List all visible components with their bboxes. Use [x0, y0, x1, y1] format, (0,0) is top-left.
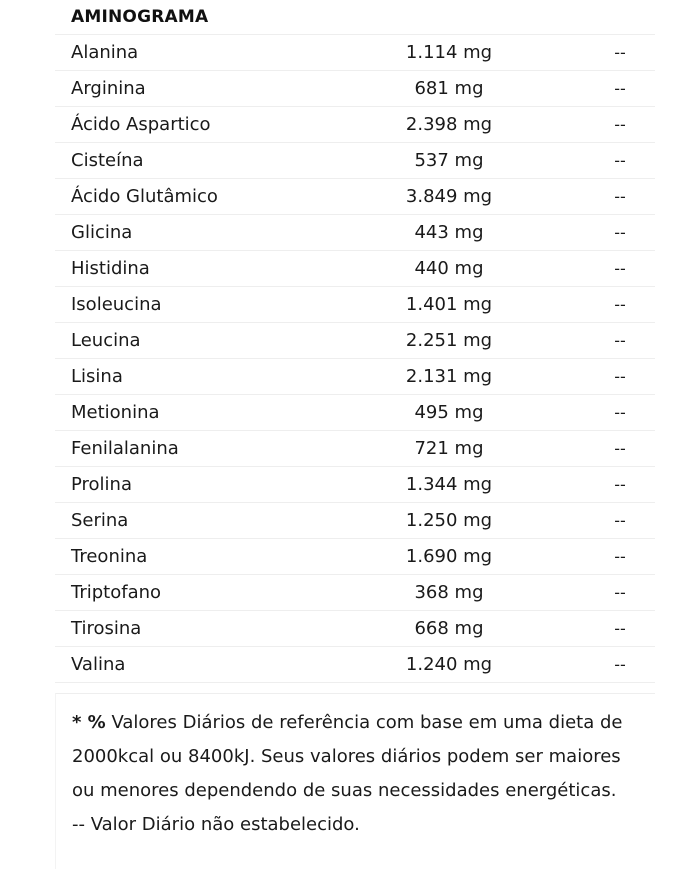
amino-acid-name: Tirosina: [71, 618, 142, 639]
amino-acid-name: Ácido Aspartico: [71, 114, 211, 135]
daily-value: --: [614, 439, 626, 458]
daily-value: --: [614, 367, 626, 386]
daily-value: --: [614, 259, 626, 278]
amino-acid-name: Lisina: [71, 366, 123, 387]
amino-acid-name: Cisteína: [71, 150, 144, 171]
amino-acid-amount: 1.240 mg: [405, 654, 493, 675]
daily-value: --: [614, 187, 626, 206]
daily-value: --: [614, 403, 626, 422]
table-row: [55, 503, 655, 539]
daily-value: --: [614, 115, 626, 134]
amino-acid-name: Alanina: [71, 42, 139, 63]
table-row: [55, 35, 655, 71]
daily-value: --: [614, 331, 626, 350]
amino-acid-amount: 668 mg: [414, 618, 484, 639]
daily-value: --: [614, 43, 626, 62]
daily-value: --: [614, 475, 626, 494]
table-row: [55, 539, 655, 575]
table-row: [55, 143, 655, 179]
table-row: [55, 467, 655, 503]
amino-acid-name: Treonina: [71, 546, 148, 567]
daily-value: --: [614, 223, 626, 242]
amino-acid-name: Triptofano: [71, 582, 162, 603]
amino-acid-amount: 1.250 mg: [405, 510, 493, 531]
amino-acid-amount: 1.401 mg: [405, 294, 493, 315]
amino-acid-name: Glicina: [71, 222, 133, 243]
amino-acid-name: Serina: [71, 510, 129, 531]
amino-acid-amount: 3.849 mg: [405, 186, 493, 207]
aminogram-table: [55, 0, 655, 683]
amino-acid-amount: 440 mg: [414, 258, 484, 279]
table-body: [55, 35, 655, 683]
table-row: [55, 215, 655, 251]
footnote-not-established: -- Valor Diário não estabelecido.: [72, 814, 360, 835]
amino-acid-name: Metionina: [71, 402, 160, 423]
amino-acid-name: Histidina: [71, 258, 150, 279]
footnote-reference: [72, 706, 639, 808]
amino-acid-amount: 1.344 mg: [405, 474, 493, 495]
daily-value: --: [614, 79, 626, 98]
amino-acid-name: Fenilalanina: [71, 438, 179, 459]
table-row: [55, 107, 655, 143]
amino-acid-name: Ácido Glutâmico: [71, 186, 218, 207]
table-title: AMINOGRAMA: [55, 0, 655, 35]
table-row: [55, 395, 655, 431]
amino-acid-amount: 443 mg: [414, 222, 484, 243]
amino-acid-amount: 368 mg: [414, 582, 484, 603]
footnote-box: [55, 693, 655, 869]
table-row: [55, 251, 655, 287]
amino-acid-name: Arginina: [71, 78, 146, 99]
table-row: [55, 359, 655, 395]
footnote-marker: * %: [72, 712, 106, 733]
amino-acid-name: Valina: [71, 654, 126, 675]
footnote-reference-text: Valores Diários de referência com base em uma dieta de 2000kcal ou 8400kJ. Seus valores diários podem ser maiores ou menores dependendo de suas necessidades energéticas.: [72, 712, 623, 801]
table-row: [55, 287, 655, 323]
table-row: [55, 611, 655, 647]
amino-acid-name: Prolina: [71, 474, 132, 495]
amino-acid-amount: 721 mg: [414, 438, 484, 459]
amino-acid-amount: 2.131 mg: [405, 366, 493, 387]
daily-value: --: [614, 511, 626, 530]
amino-acid-amount: 495 mg: [414, 402, 484, 423]
table-row: [55, 431, 655, 467]
daily-value: --: [614, 547, 626, 566]
table-row: [55, 323, 655, 359]
amino-acid-amount: 2.398 mg: [405, 114, 493, 135]
table-row: [55, 71, 655, 107]
daily-value: --: [614, 583, 626, 602]
table-row: [55, 179, 655, 215]
amino-acid-amount: 681 mg: [414, 78, 484, 99]
amino-acid-amount: 1.114 mg: [405, 42, 493, 63]
daily-value: --: [614, 655, 626, 674]
daily-value: --: [614, 151, 626, 170]
table-row: [55, 647, 655, 683]
table-row: [55, 575, 655, 611]
amino-acid-name: Isoleucina: [71, 294, 162, 315]
amino-acid-name: Leucina: [71, 330, 141, 351]
amino-acid-amount: 537 mg: [414, 150, 484, 171]
daily-value: --: [614, 295, 626, 314]
amino-acid-amount: 1.690 mg: [405, 546, 493, 567]
daily-value: --: [614, 619, 626, 638]
amino-acid-amount: 2.251 mg: [405, 330, 493, 351]
